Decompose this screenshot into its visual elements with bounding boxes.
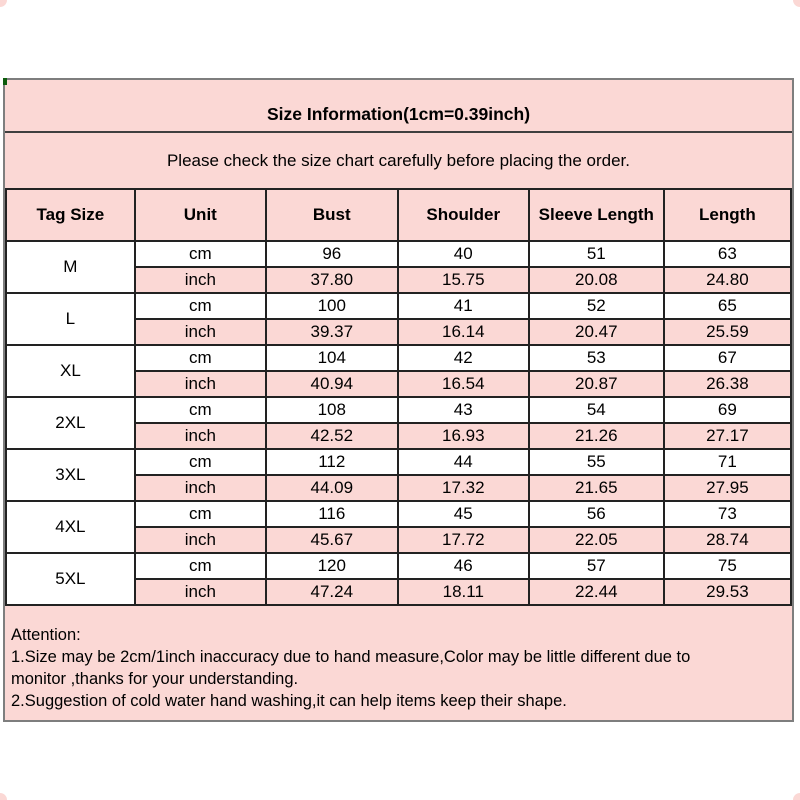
column-header-shoulder: Shoulder bbox=[398, 189, 529, 241]
measurement-cell: 15.75 bbox=[398, 267, 529, 293]
measurement-cell: 120 bbox=[266, 553, 398, 579]
rounded-corner-bottom-left bbox=[0, 793, 7, 800]
measurement-cell: 22.44 bbox=[529, 579, 664, 605]
measurement-cell: 47.24 bbox=[266, 579, 398, 605]
tag-size-cell: M bbox=[6, 241, 135, 293]
measurement-cell: 112 bbox=[266, 449, 398, 475]
tag-size-cell: 4XL bbox=[6, 501, 135, 553]
measurement-cell: 21.26 bbox=[529, 423, 664, 449]
measurement-cell: 27.17 bbox=[664, 423, 791, 449]
measurement-cell: 43 bbox=[398, 397, 529, 423]
measurement-cell: 108 bbox=[266, 397, 398, 423]
column-header-sleeve-length: Sleeve Length bbox=[529, 189, 664, 241]
unit-cell: inch bbox=[135, 475, 266, 501]
measurement-cell: 54 bbox=[529, 397, 664, 423]
measurement-cell: 104 bbox=[266, 345, 398, 371]
unit-cell: inch bbox=[135, 267, 266, 293]
measurement-cell: 69 bbox=[664, 397, 791, 423]
tag-size-cell: XL bbox=[6, 345, 135, 397]
measurement-cell: 39.37 bbox=[266, 319, 398, 345]
measurement-cell: 17.72 bbox=[398, 527, 529, 553]
measurement-cell: 21.65 bbox=[529, 475, 664, 501]
unit-cell: inch bbox=[135, 527, 266, 553]
size-info-panel bbox=[3, 78, 794, 722]
measurement-cell: 56 bbox=[529, 501, 664, 527]
attention-heading: Attention: bbox=[11, 626, 81, 644]
rounded-corner-top-right bbox=[793, 0, 800, 7]
unit-cell: cm bbox=[135, 501, 266, 527]
tag-size-cell: L bbox=[6, 293, 135, 345]
unit-cell: inch bbox=[135, 319, 266, 345]
measurement-cell: 40.94 bbox=[266, 371, 398, 397]
measurement-cell: 71 bbox=[664, 449, 791, 475]
size-table-head bbox=[6, 189, 791, 241]
measurement-cell: 40 bbox=[398, 241, 529, 267]
measurement-cell: 29.53 bbox=[664, 579, 791, 605]
tag-size-cell: 5XL bbox=[6, 553, 135, 605]
unit-cell: inch bbox=[135, 371, 266, 397]
unit-cell: cm bbox=[135, 345, 266, 371]
measurement-cell: 22.05 bbox=[529, 527, 664, 553]
size-table-body bbox=[6, 241, 791, 605]
measurement-cell: 44.09 bbox=[266, 475, 398, 501]
measurement-cell: 28.74 bbox=[664, 527, 791, 553]
unit-cell: cm bbox=[135, 553, 266, 579]
measurement-cell: 67 bbox=[664, 345, 791, 371]
attention-section bbox=[5, 606, 792, 712]
attention-line: monitor ,thanks for your understanding. bbox=[11, 670, 299, 688]
measurement-cell: 45 bbox=[398, 501, 529, 527]
measurement-cell: 57 bbox=[529, 553, 664, 579]
unit-cell: inch bbox=[135, 423, 266, 449]
measurement-cell: 25.59 bbox=[664, 319, 791, 345]
size-row-4xl-cm bbox=[6, 501, 791, 527]
measurement-cell: 116 bbox=[266, 501, 398, 527]
column-header-unit: Unit bbox=[135, 189, 266, 241]
measurement-cell: 75 bbox=[664, 553, 791, 579]
measurement-cell: 20.47 bbox=[529, 319, 664, 345]
measurement-cell: 24.80 bbox=[664, 267, 791, 293]
measurement-cell: 27.95 bbox=[664, 475, 791, 501]
size-row-2xl-cm bbox=[6, 397, 791, 423]
measurement-cell: 42 bbox=[398, 345, 529, 371]
measurement-cell: 63 bbox=[664, 241, 791, 267]
unit-cell: cm bbox=[135, 241, 266, 267]
measurement-cell: 65 bbox=[664, 293, 791, 319]
measurement-cell: 73 bbox=[664, 501, 791, 527]
tag-size-cell: 3XL bbox=[6, 449, 135, 501]
measurement-cell: 42.52 bbox=[266, 423, 398, 449]
measurement-cell: 53 bbox=[529, 345, 664, 371]
unit-cell: cm bbox=[135, 397, 266, 423]
size-info-title-text: Size Information(1cm=0.39inch) bbox=[266, 104, 531, 124]
measurement-cell: 16.14 bbox=[398, 319, 529, 345]
rounded-corner-bottom-right bbox=[793, 793, 800, 800]
measurement-cell: 20.87 bbox=[529, 371, 664, 397]
table-header-row bbox=[6, 189, 791, 241]
measurement-cell: 18.11 bbox=[398, 579, 529, 605]
unit-cell: cm bbox=[135, 449, 266, 475]
measurement-cell: 41 bbox=[398, 293, 529, 319]
rounded-corner-top-left bbox=[0, 0, 7, 7]
size-row-5xl-cm bbox=[6, 553, 791, 579]
unit-cell: cm bbox=[135, 293, 266, 319]
size-chart-notice-text: Please check the size chart carefully before placing the order. bbox=[166, 150, 631, 170]
attention-line: 1.Size may be 2cm/1inch inaccuracy due to hand measure,Color may be little different due to bbox=[11, 648, 691, 666]
measurement-cell: 46 bbox=[398, 553, 529, 579]
measurement-cell: 16.54 bbox=[398, 371, 529, 397]
size-info-title bbox=[5, 80, 792, 133]
size-row-l-cm bbox=[6, 293, 791, 319]
unit-cell: inch bbox=[135, 579, 266, 605]
measurement-cell: 16.93 bbox=[398, 423, 529, 449]
attention-line: 2.Suggestion of cold water hand washing,it can help items keep their shape. bbox=[11, 692, 567, 710]
size-table bbox=[5, 188, 792, 606]
column-header-tag-size: Tag Size bbox=[6, 189, 135, 241]
measurement-cell: 37.80 bbox=[266, 267, 398, 293]
measurement-cell: 52 bbox=[529, 293, 664, 319]
measurement-cell: 100 bbox=[266, 293, 398, 319]
size-chart-notice bbox=[5, 133, 792, 188]
measurement-cell: 20.08 bbox=[529, 267, 664, 293]
measurement-cell: 55 bbox=[529, 449, 664, 475]
attention-lines bbox=[11, 646, 786, 712]
measurement-cell: 96 bbox=[266, 241, 398, 267]
corner-artifact-mark bbox=[3, 78, 7, 85]
measurement-cell: 45.67 bbox=[266, 527, 398, 553]
measurement-cell: 51 bbox=[529, 241, 664, 267]
tag-size-cell: 2XL bbox=[6, 397, 135, 449]
column-header-bust: Bust bbox=[266, 189, 398, 241]
measurement-cell: 44 bbox=[398, 449, 529, 475]
measurement-cell: 17.32 bbox=[398, 475, 529, 501]
column-header-length: Length bbox=[664, 189, 791, 241]
size-row-3xl-cm bbox=[6, 449, 791, 475]
size-row-m-cm bbox=[6, 241, 791, 267]
size-row-xl-cm bbox=[6, 345, 791, 371]
measurement-cell: 26.38 bbox=[664, 371, 791, 397]
